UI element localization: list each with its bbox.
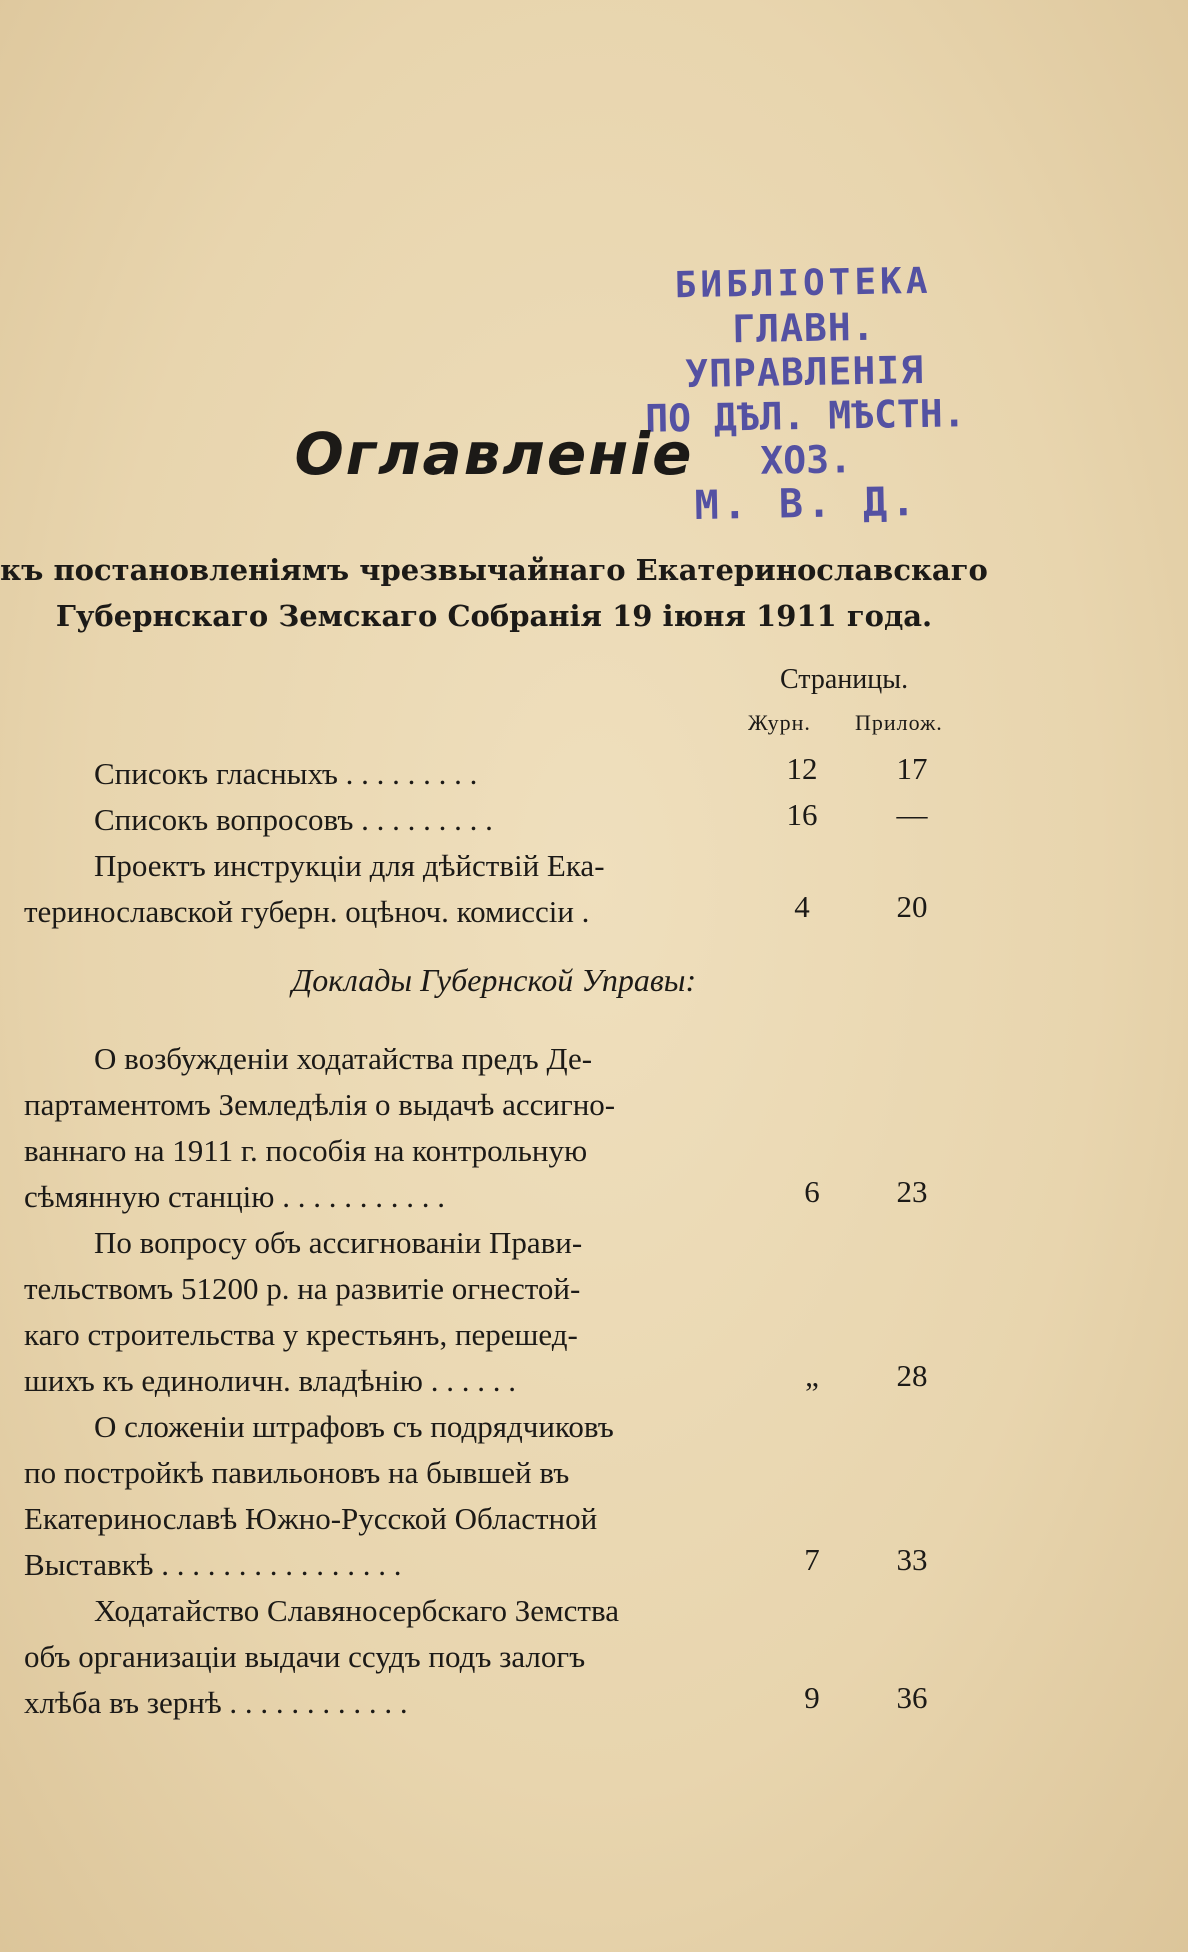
- section-title: Доклады Губернской Управы:: [291, 962, 697, 998]
- stamp-line: М. В. Д.: [694, 479, 920, 529]
- toc-entry: [24, 843, 754, 935]
- entry-line: по постройкѣ павильоновъ на бывшей въ: [24, 1455, 570, 1490]
- journal-page: „: [805, 1358, 819, 1393]
- entry-line: По вопросу объ ассигнованіи Прави-: [94, 1225, 583, 1260]
- journal-page: 6: [804, 1174, 820, 1209]
- entry-line: теринославской губерн. оцѣноч. комиссіи .: [24, 894, 590, 929]
- toc-entry: [24, 1036, 754, 1220]
- appendix-column-header: Прилож.: [855, 710, 943, 735]
- journal-page: 12: [786, 751, 818, 786]
- appendix-page: 23: [896, 1174, 928, 1209]
- journal-page: 9: [804, 1680, 820, 1715]
- stamp-line: ГЛАВН. УПРАВЛЕНІЯ: [684, 304, 925, 397]
- journal-page: 16: [786, 797, 818, 832]
- entry-line: каго строительства у крестьянъ, перешед-: [24, 1317, 578, 1352]
- subtitle-line: Губернскаго Земскаго Собранія 19 іюня 1911 года.: [55, 599, 933, 633]
- library-stamp: [628, 259, 983, 529]
- appendix-page: 20: [896, 889, 928, 924]
- stamp-line: ПО ДѢЛ. МѢСТН. ХОЗ.: [644, 391, 966, 483]
- entry-line: Проектъ инструкціи для дѣйствій Ека-: [94, 848, 605, 883]
- entry-line: ваннаго на 1911 г. пособія на контрольную: [24, 1133, 588, 1168]
- entry-line: Выставкѣ . . . . . . . . . . . . . . . .: [24, 1547, 402, 1582]
- appendix-page: 33: [896, 1542, 928, 1577]
- entry-line: сѣмянную станцію . . . . . . . . . . .: [24, 1179, 445, 1214]
- appendix-page: 36: [896, 1680, 928, 1715]
- journal-column-header: Журн.: [748, 710, 811, 735]
- journal-page: 4: [794, 889, 810, 924]
- entry-line: О возбужденіи ходатайства предъ Де-: [94, 1041, 593, 1076]
- toc-entry: [24, 797, 754, 843]
- journal-page: 7: [804, 1542, 820, 1577]
- appendix-page: —: [896, 797, 928, 832]
- entry-line: Екатеринославѣ Южно-Русской Областной: [24, 1501, 598, 1536]
- appendix-page: 17: [896, 751, 928, 786]
- entry-line: шихъ къ единоличн. владѣнію . . . . . .: [24, 1363, 516, 1398]
- stamp-line: БИБЛІОТЕКА: [674, 260, 932, 307]
- appendix-page: 28: [896, 1358, 928, 1393]
- entry-line: партаментомъ Земледѣлія о выдачѣ ассигно-: [24, 1087, 616, 1122]
- entry-line: Списокъ вопросовъ . . . . . . . . .: [94, 802, 493, 837]
- entry-line: объ организаціи выдачи ссудъ подъ залогъ: [24, 1639, 586, 1674]
- toc-entry: [24, 751, 754, 797]
- subtitle-line: къ постановленіямъ чрезвычайнаго Екатеринославскаго: [0, 553, 988, 587]
- toc-entry: [24, 1404, 754, 1588]
- entry-line: тельствомъ 51200 р. на развитіе огнестой-: [24, 1271, 581, 1306]
- page-subtitle: [0, 547, 988, 639]
- page-title: Оглавленіе: [294, 420, 694, 488]
- entry-line: О сложеніи штрафовъ съ подрядчиковъ: [94, 1409, 614, 1444]
- pages-column-header: Страницы.: [780, 664, 909, 695]
- toc-entry: [24, 1220, 754, 1404]
- entry-line: хлѣба въ зернѣ . . . . . . . . . . . .: [24, 1685, 408, 1720]
- entry-line: Списокъ гласныхъ . . . . . . . . .: [94, 756, 478, 791]
- entry-line: Ходатайство Славяносербскаго Земства: [94, 1593, 619, 1628]
- toc-entry: [24, 1588, 754, 1726]
